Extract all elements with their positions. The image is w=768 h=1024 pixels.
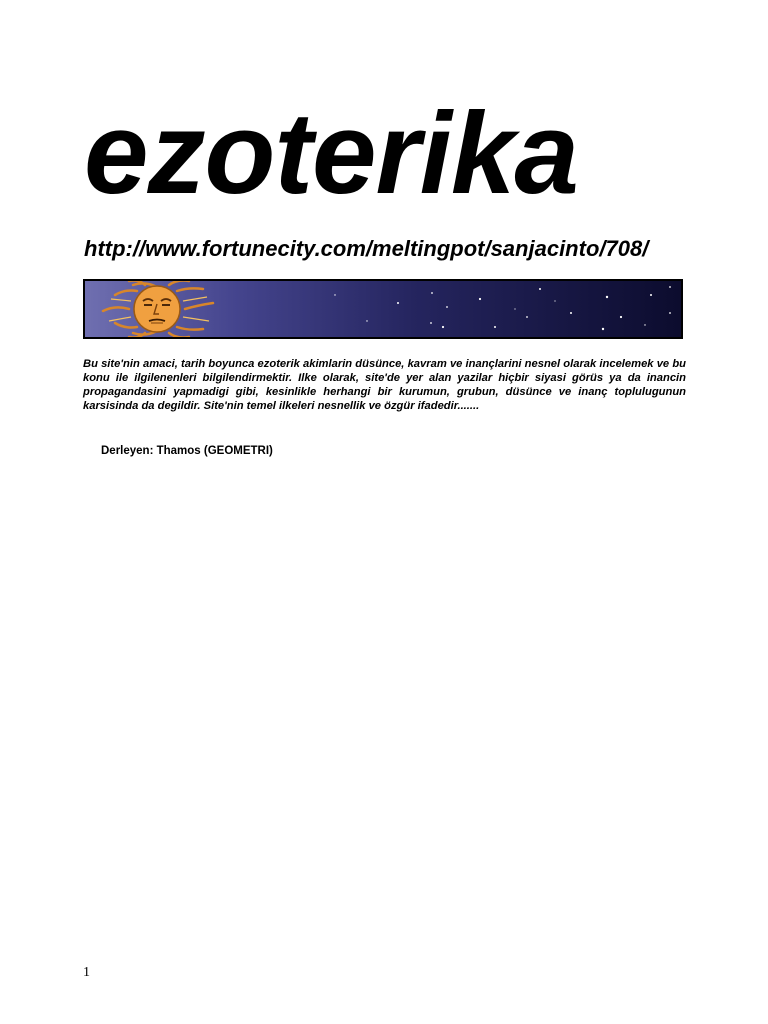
banner-art	[85, 281, 681, 337]
page-title: ezoterika	[84, 88, 578, 218]
page-number: 1	[83, 965, 90, 980]
intro-paragraph: Bu site'nin amaci, tarih boyunca ezoterik akimlarin düsünce, kavram ve inançlarini nesnel olarak incelemek ve bu konu ile ilgilenenleri bilgilendirmektir. Ilke olarak, site'de yer alan yazilar hiçbir siyasi görüs ya da inancin propagandasini yapmadigi gibi, kesinlikle herhangi bir kurumun, grubun, düsünce ve inanç toplulugunun karsisinda da degildir. Site'nin temel ilkeleri nesnellik ve özgür ifadedir.......	[83, 358, 686, 412]
compiler-credit: Derleyen: Thamos (GEOMETRI)	[101, 445, 273, 457]
night-sky-banner	[83, 279, 683, 339]
site-url: http://www.fortunecity.com/meltingpot/sanjacinto/708/	[84, 236, 649, 261]
stars	[334, 286, 671, 330]
sun-face-icon	[103, 281, 213, 337]
